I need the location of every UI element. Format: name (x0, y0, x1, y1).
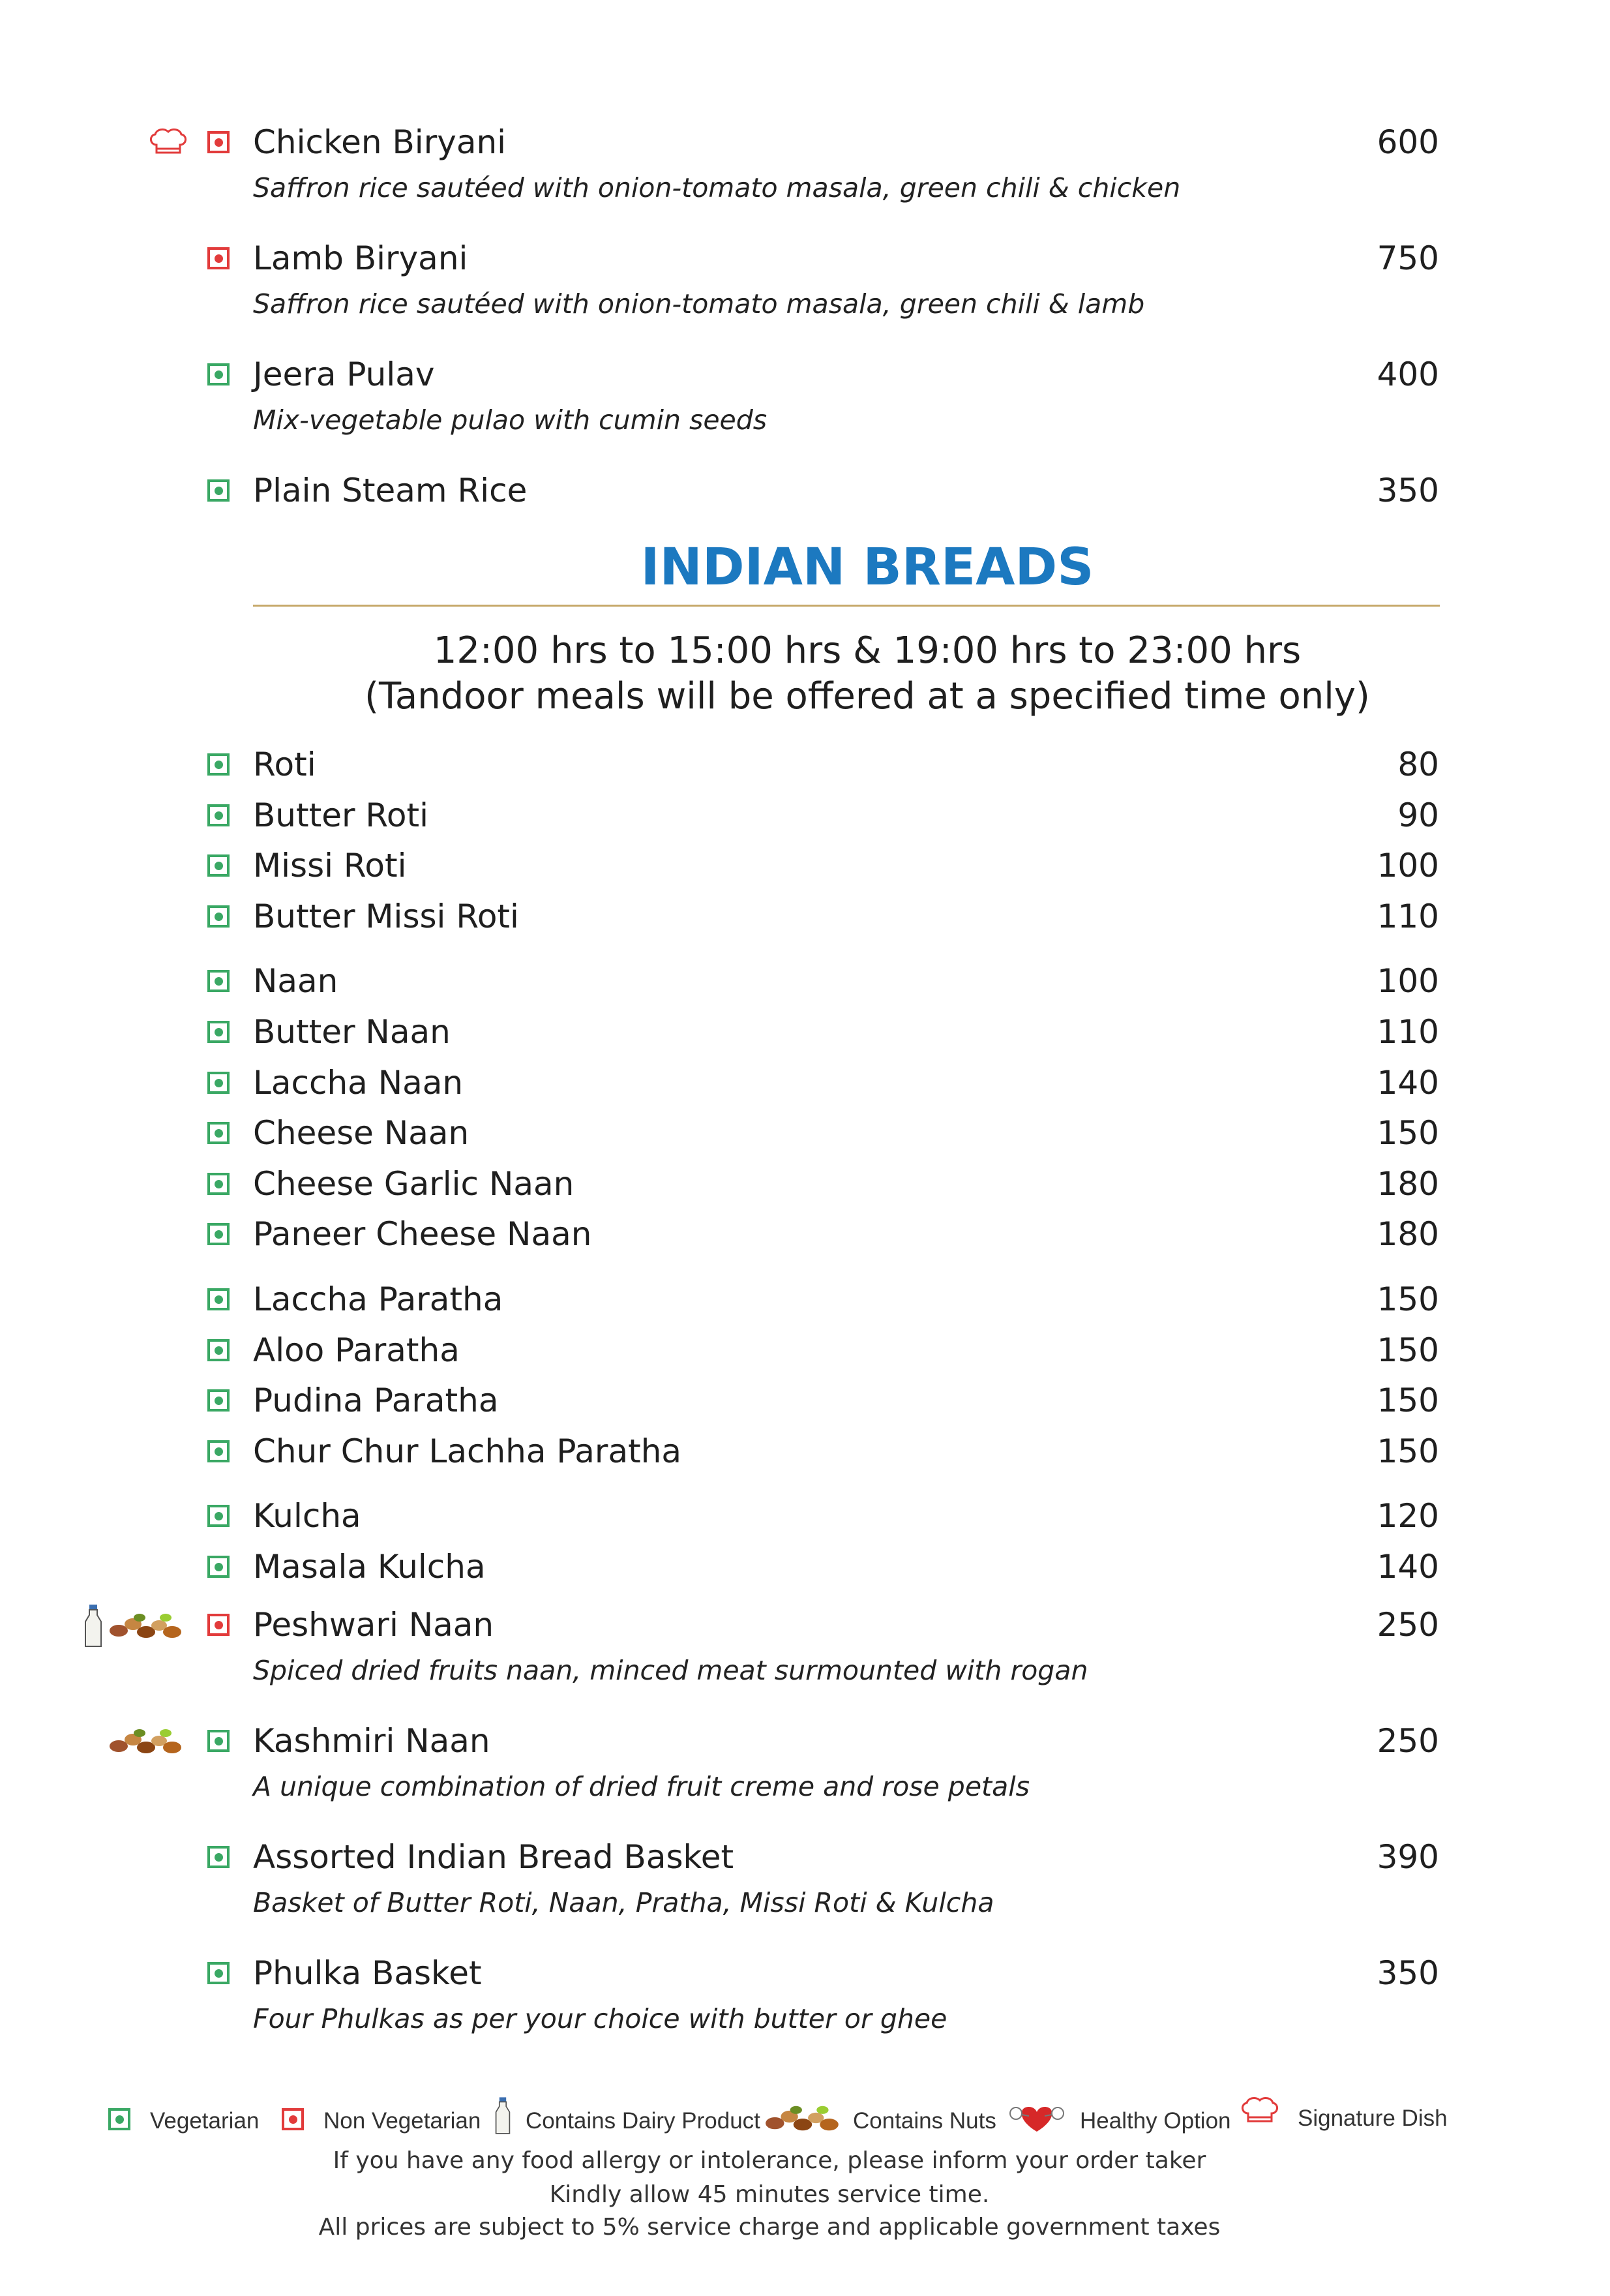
item-name: Jeera Pulav (253, 355, 435, 393)
item-price: 140 (1377, 1548, 1439, 1586)
item-price: 350 (1377, 472, 1439, 509)
non-vegetarian-icon (207, 1614, 230, 1636)
vegetarian-icon (207, 1173, 230, 1195)
item-name: Butter Naan (253, 1013, 451, 1051)
item-name: Lamb Biryani (253, 239, 468, 277)
vegetarian-icon (207, 363, 230, 385)
vegetarian-icon (207, 1556, 230, 1578)
legend-healthy: Healthy Option (1080, 2108, 1231, 2134)
service-time-note: Kindly allow 45 minutes service time. (549, 2181, 990, 2208)
legend-non-vegetarian: Non Vegetarian (323, 2108, 481, 2134)
vegetarian-icon (207, 479, 230, 502)
vegetarian-icon (207, 1072, 230, 1094)
vegetarian-icon (207, 1389, 230, 1412)
item-name: Masala Kulcha (253, 1548, 486, 1586)
charges-note: All prices are subject to 5% service charge and applicable government taxes (318, 2214, 1221, 2241)
item-price: 250 (1377, 1722, 1439, 1760)
vegetarian-icon (108, 2108, 130, 2130)
legend-signature: Signature Dish (1298, 2106, 1448, 2131)
item-price: 100 (1377, 847, 1439, 885)
allergy-note: If you have any food allergy or intolerance, please inform your order taker (333, 2147, 1206, 2174)
item-name: Laccha Naan (253, 1063, 464, 1102)
vegetarian-icon (207, 1440, 230, 1462)
item-price: 750 (1377, 239, 1439, 277)
item-price: 150 (1377, 1432, 1439, 1470)
signature-dish-icon (147, 128, 189, 157)
item-price: 120 (1377, 1497, 1439, 1535)
item-name: Chicken Biryani (253, 123, 507, 161)
item-name: Assorted Indian Bread Basket (253, 1838, 734, 1876)
item-description: Basket of Butter Roti, Naan, Pratha, Missi Roti & Kulcha (253, 1887, 994, 1918)
vegetarian-icon (207, 1122, 230, 1144)
item-name: Butter Missi Roti (253, 897, 519, 935)
nuts-icon (762, 2102, 848, 2134)
item-price: 350 (1377, 1954, 1439, 1992)
vegetarian-icon (207, 1505, 230, 1527)
vegetarian-icon (207, 1288, 230, 1310)
dairy-product-icon (494, 2095, 511, 2137)
item-price: 80 (1397, 746, 1439, 783)
legend-dairy: Contains Dairy Product (526, 2108, 760, 2134)
section-note: (Tandoor meals will be offered at a specified time only) (365, 675, 1370, 718)
item-price: 390 (1377, 1838, 1439, 1876)
item-price: 100 (1377, 962, 1439, 1001)
section-divider (253, 605, 1440, 607)
vegetarian-icon (207, 753, 230, 776)
item-price: 250 (1377, 1606, 1439, 1644)
non-vegetarian-icon (207, 247, 230, 269)
nuts-icon (106, 1610, 190, 1641)
item-name: Paneer Cheese Naan (253, 1215, 592, 1254)
vegetarian-icon (207, 905, 230, 928)
item-name: Plain Steam Rice (253, 472, 528, 509)
item-description: A unique combination of dried fruit creme and rose petals (253, 1771, 1030, 1802)
item-price: 600 (1377, 123, 1439, 161)
item-description: Saffron rice sautéed with onion-tomato masala, green chili & chicken (253, 172, 1181, 204)
item-price: 140 (1377, 1063, 1439, 1102)
dairy-product-icon (83, 1603, 103, 1649)
item-price: 110 (1377, 897, 1439, 935)
item-price: 150 (1377, 1382, 1439, 1420)
item-description: Mix-vegetable pulao with cumin seeds (253, 404, 768, 436)
vegetarian-icon (207, 1021, 230, 1043)
healthy-option-icon (1004, 2102, 1069, 2134)
vegetarian-icon (207, 854, 230, 877)
vegetarian-icon (207, 970, 230, 992)
legend-nuts: Contains Nuts (853, 2108, 996, 2134)
legend-vegetarian: Vegetarian (150, 2108, 260, 2134)
section-hours: 12:00 hrs to 15:00 hrs & 19:00 hrs to 23:00 hrs (433, 629, 1302, 672)
item-price: 110 (1377, 1013, 1439, 1051)
item-name: Cheese Garlic Naan (253, 1164, 574, 1203)
vegetarian-icon (207, 1846, 230, 1868)
item-price: 150 (1377, 1114, 1439, 1153)
vegetarian-icon (207, 1962, 230, 1984)
item-price: 180 (1377, 1164, 1439, 1203)
item-name: Kulcha (253, 1497, 361, 1535)
vegetarian-icon (207, 1730, 230, 1752)
item-name: Naan (253, 962, 338, 1001)
item-price: 400 (1377, 355, 1439, 393)
item-name: Kashmiri Naan (253, 1722, 490, 1760)
vegetarian-icon (207, 804, 230, 826)
item-name: Phulka Basket (253, 1954, 482, 1992)
item-name: Missi Roti (253, 847, 407, 885)
vegetarian-icon (207, 1339, 230, 1361)
item-price: 150 (1377, 1331, 1439, 1369)
item-name: Pudina Paratha (253, 1382, 499, 1420)
item-description: Saffron rice sautéed with onion-tomato masala, green chili & lamb (253, 288, 1145, 320)
item-price: 90 (1397, 796, 1439, 834)
signature-dish-icon (1239, 2096, 1281, 2125)
item-name: Peshwari Naan (253, 1606, 494, 1644)
nuts-icon (106, 1725, 190, 1757)
non-vegetarian-icon (207, 131, 230, 153)
item-name: Roti (253, 746, 316, 783)
item-description: Spiced dried fruits naan, minced meat surmounted with rogan (253, 1655, 1088, 1686)
item-name: Aloo Paratha (253, 1331, 460, 1369)
section-title: INDIAN BREADS (640, 538, 1094, 597)
item-name: Laccha Paratha (253, 1280, 503, 1318)
item-name: Chur Chur Lachha Paratha (253, 1432, 682, 1470)
item-name: Cheese Naan (253, 1114, 470, 1153)
vegetarian-icon (207, 1223, 230, 1245)
item-description: Four Phulkas as per your choice with butter or ghee (253, 2003, 947, 2034)
item-price: 180 (1377, 1215, 1439, 1254)
non-vegetarian-icon (282, 2108, 304, 2130)
item-name: Butter Roti (253, 796, 428, 834)
item-price: 150 (1377, 1280, 1439, 1318)
